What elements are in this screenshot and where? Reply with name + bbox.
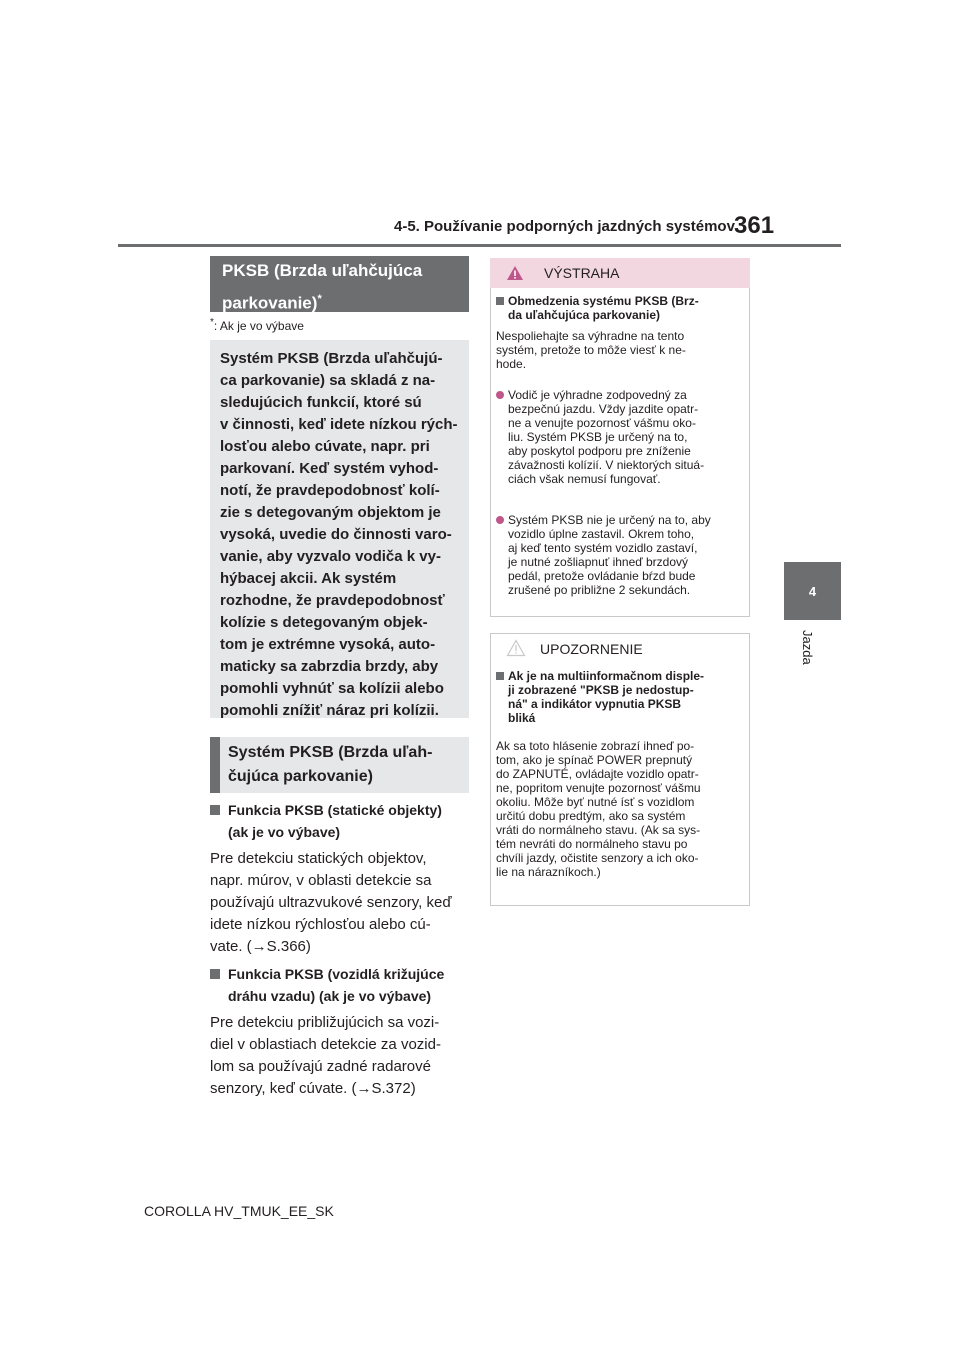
summary-line: kolízie s detegovaným objek-: [220, 614, 428, 631]
caution-title: UPOZORNENIE: [540, 641, 643, 657]
summary-line: zie s detegovaným objektom je: [220, 504, 441, 521]
body-line: vate. (→S.366): [210, 938, 311, 955]
warning-bullet-1: Vodič je výhradne zodpovedný za bezpečnú jazdu. Vždy jazdite opatr- ne a venujte pozornosť vášmu oko- liu. Systém PKSB je určený na to, aby poskytol podporu pre zníženie závažnosti kolízií. V niektorých situá- ciách však nemusí fungovať.: [496, 388, 704, 486]
body-line: lom sa používajú zadné radarové: [210, 1058, 431, 1075]
item-rear-cross-traffic-body: [210, 1012, 441, 1100]
caution-triangle-icon: [506, 639, 526, 657]
warning-title: VÝSTRAHA: [544, 265, 620, 281]
body-line: Pre detekciu statických objektov,: [210, 850, 427, 867]
heading-footnote-mark: *: [317, 293, 322, 305]
summary-line: sledujúcich funkcií, ktoré sú: [220, 394, 422, 411]
heading-pksb-line2: parkovanie)*: [222, 293, 322, 313]
summary-line: pomohli znížiť náraz pri kolízii.: [220, 702, 439, 719]
chapter-label: Jazda: [800, 630, 815, 665]
summary-line: parkovaní. Keď systém vyhod-: [220, 460, 439, 477]
header-rule: [118, 244, 841, 247]
heading-system-line2: čujúca parkovanie): [228, 768, 373, 785]
summary-line: tom je extrémne vysoká, auto-: [220, 636, 436, 653]
warning-header: [490, 258, 750, 288]
body-line: idete nízkou rýchlosťou alebo cú-: [210, 916, 431, 933]
summary-box: [210, 340, 469, 718]
body-line: používajú ultrazvukové senzory, keď: [210, 894, 452, 911]
square-bullet-icon: [210, 969, 220, 979]
note-text: : Ak je vo výbave: [213, 319, 304, 333]
caution-body: Ak sa toto hlásenie zobrazí ihneď po- tom, ako je spínač POWER prepnutý do ZAPNUTÉ, ovládajte vozidlo opatr- ne, popritom venujte pozornosť vášmu okoliu. Môže byť nutné ísť s vozidlom určitú dobu predtým, ako sa systém vráti do normálneho stavu. (Ak sa sys- tém nevráti do normálneho stavu po chvíli jazdy, očistite senzory a ich oko- lie na nárazníkoch.): [496, 739, 701, 879]
summary-line: Systém PKSB (Brzda uľahčujú-: [220, 350, 443, 367]
square-bullet-icon: [496, 672, 504, 680]
summary-line: notí, že pravdepodobnosť kolí-: [220, 482, 440, 499]
square-bullet-icon: [210, 805, 220, 815]
warning-heading: Obmedzenia systému PKSB (Brz- da uľahčujúca parkovanie): [496, 294, 699, 322]
body-line: Pre detekciu približujúcich sa vozi-: [210, 1014, 440, 1031]
heading-pksb-line1: PKSB (Brzda uľahčujúca: [222, 261, 423, 280]
square-bullet-icon: [496, 297, 504, 305]
summary-line: v činnosti, keď idete nízkou rých-: [220, 416, 458, 433]
summary-line: ca parkovanie) sa skladá z na-: [220, 372, 436, 389]
dot-bullet-icon: [496, 516, 504, 524]
item-static-objects-body: [210, 848, 452, 958]
summary-line: losťou alebo cúvate, napr. pri: [220, 438, 430, 455]
caution-heading: Ak je na multiinformačnom disple- ji zobrazené "PKSB je nedostup- ná" a indikátor vypnutia PKSB bliká: [496, 669, 704, 725]
heading-pksb: [210, 256, 469, 312]
body-line: senzory, keď cúvate. (→S.372): [210, 1080, 416, 1097]
body-line: diel v oblastiach detekcie za vozid-: [210, 1036, 441, 1053]
availability-note: [210, 317, 304, 333]
chapter-tab: [784, 562, 841, 620]
warning-bullet-2: Systém PKSB nie je určený na to, aby vozidlo úplne zastavil. Okrem toho, aj keď tento systém vozidlo zastaví, je nutné zošliapnuť ihneď brzdový pedál, pretože ovládanie bŕzd bude zrušené po približne 2 sekundách.: [496, 513, 711, 597]
summary-line: hýbacej akcii. Ak systém: [220, 570, 397, 587]
heading-pksb-system: [210, 737, 469, 793]
item-rear-cross-traffic-heading: Funkcia PKSB (vozidlá križujúce dráhu vzadu) (ak je vo výbave): [210, 963, 444, 1007]
page-number: 361: [734, 212, 775, 239]
footer-model-code: COROLLA HV_TMUK_EE_SK: [144, 1203, 334, 1219]
warning-triangle-icon: [506, 265, 524, 281]
heading-system-line1: Systém PKSB (Brzda uľah-: [228, 744, 433, 761]
note-mark: *: [210, 317, 214, 328]
chapter-number: 4: [808, 583, 817, 599]
body-line: napr. múrov, v oblasti detekcie sa: [210, 872, 432, 889]
summary-line: pomohli vyhnúť sa kolízii alebo: [220, 680, 444, 697]
summary-line: vysoká, uvedie do činnosti varo-: [220, 526, 452, 543]
summary-line: rozhodne, že pravdepodobnosť: [220, 592, 445, 609]
warning-intro: Nespoliehajte sa výhradne na tento systém, pretože to môže viesť k ne- hode.: [496, 329, 686, 371]
item-static-objects-heading: Funkcia PKSB (statické objekty) (ak je vo výbave): [210, 799, 442, 843]
summary-line: vanie, aby vyzvalo vodiča k vy-: [220, 548, 441, 565]
dot-bullet-icon: [496, 391, 504, 399]
section-title: 4-5. Používanie podporných jazdných systémov: [394, 218, 735, 235]
summary-line: maticky sa zabrzdia brzdy, aby: [220, 658, 439, 675]
